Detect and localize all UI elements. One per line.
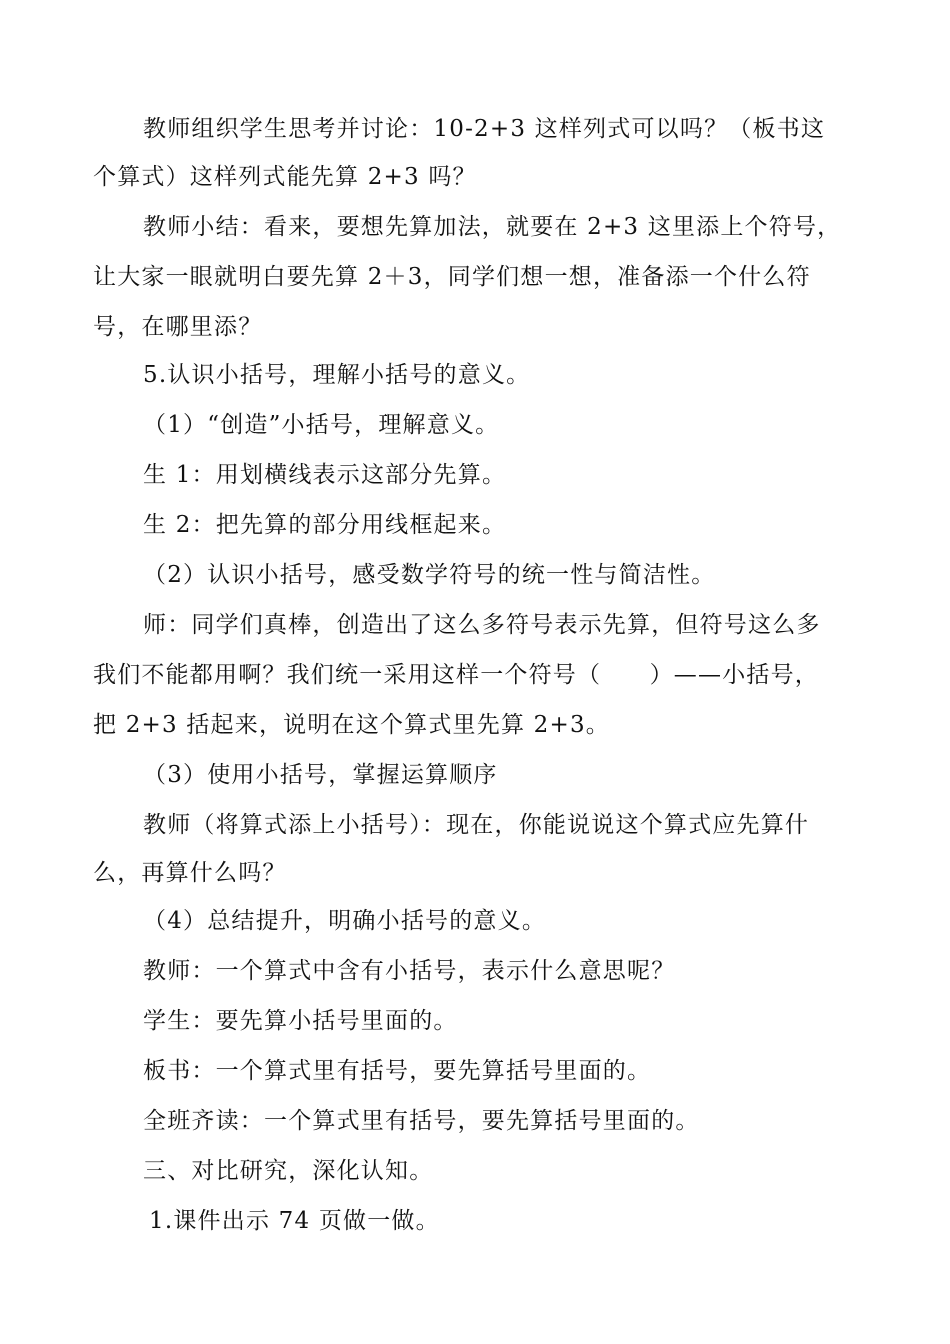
text-line: 么，再算什么吗？ [93,860,287,886]
text-line: 学生：要先算小括号里面的。 [143,1008,458,1034]
sub-heading: （4）总结提升，明确小括号的意义。 [143,908,547,934]
text-line: 我们不能都用啊？我们统一采用这样一个符号（ ）——小括号， [93,662,819,688]
text-line: 把 2+3 括起来，说明在这个算式里先算 2+3。 [93,712,611,738]
text-line: 1.课件出示 74 页做一做。 [149,1208,440,1234]
text-line: 教师：一个算式中含有小括号，表示什么意思呢？ [143,958,676,984]
text-line: 个算式）这样列式能先算 2+3 吗？ [93,164,477,190]
text-line: 让大家一眼就明白要先算 2＋3，同学们想一想，准备添一个什么符 [93,264,811,290]
text-line: 生 2：把先算的部分用线框起来。 [143,512,507,538]
text-line: 教师（将算式添上小括号）：现在，你能说说这个算式应先算什 [143,812,810,838]
text-line: 师：同学们真棒，创造出了这么多符号表示先算，但符号这么多 [143,612,821,638]
sub-heading: （2）认识小括号，感受数学符号的统一性与简洁性。 [143,562,716,588]
section-heading: 三、对比研究，深化认知。 [143,1158,434,1184]
section-heading: 5.认识小括号，理解小括号的意义。 [143,362,531,388]
sub-heading: （1）“创造”小括号，理解意义。 [143,412,500,438]
text-line: 板书：一个算式里有括号，要先算括号里面的。 [143,1058,652,1084]
text-line: 全班齐读：一个算式里有括号，要先算括号里面的。 [143,1108,700,1134]
text-line: 生 1：用划横线表示这部分先算。 [143,462,507,488]
text-line: 教师组织学生思考并讨论：10-2+3 这样列式可以吗？（板书这 [143,116,826,142]
sub-heading: （3）使用小括号，掌握运算顺序 [143,762,498,788]
text-line: 号，在哪里添？ [93,314,263,340]
text-line: 教师小结：看来，要想先算加法，就要在 2+3 这里添上个符号， [143,214,842,240]
